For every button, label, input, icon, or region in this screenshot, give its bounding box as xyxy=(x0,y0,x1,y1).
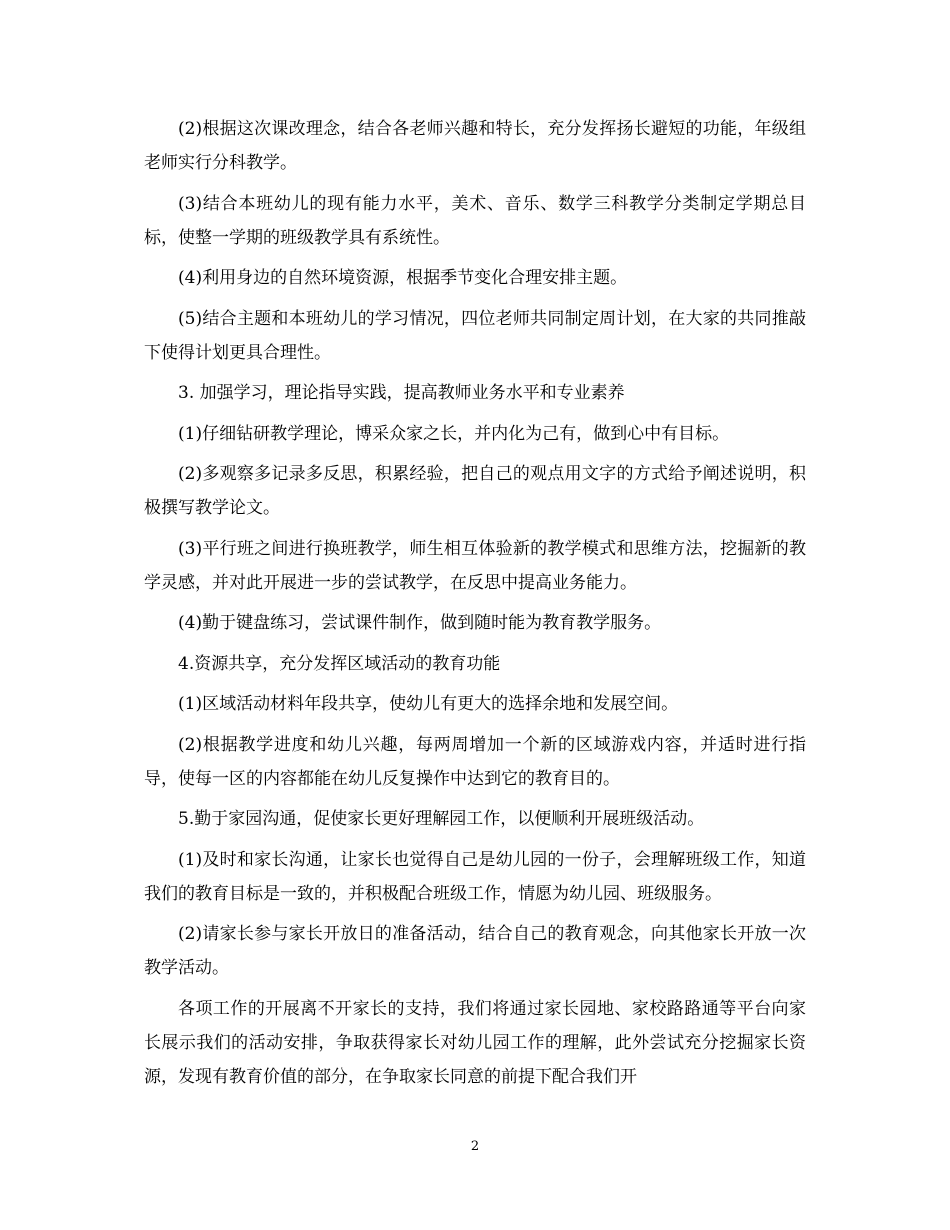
paragraph-8: (3)平行班之间进行换班教学，师生相互体验新的教学模式和思维方法，挖掘新的教学灵感，并对此开展进一步的尝试教学，在反思中提高业务能力。 xyxy=(144,538,806,593)
paragraph-11: (1)区域活动材料年段共享，使幼儿有更大的选择余地和发展空间。 xyxy=(178,694,679,714)
paragraph-16: 各项工作的开展离不开家长的支持，我们将通过家长园地、家校路路通等平台向家长展示我们的活动安排，争取获得家长对幼儿园工作的理解，此外尝试充分挖掘家长资源，发现有教育价值的部分，在争取家长同意的前提下配合我们开 xyxy=(144,998,806,1087)
section-heading-3: 3. 加强学习，理论指导实践，提高教师业务水平和专业素养 xyxy=(178,383,625,403)
paragraph-9: (4)勤于键盘练习，尝试课件制作，做到随时能为教育教学服务。 xyxy=(178,613,662,633)
page-number: 2 xyxy=(470,1139,480,1154)
paragraph-14: (1)及时和家长沟通，让家长也觉得自己是幼儿园的一份子，会理解班级工作，知道我们的教育目标是一致的，并积极配合班级工作，情愿为幼儿园、班级服务。 xyxy=(144,849,806,904)
paragraph-7: (2)多观察多记录多反思，积累经验，把自己的观点用文字的方式给予阐述说明，积极撰写教学论文。 xyxy=(144,464,806,518)
section-heading-5: 5.勤于家园沟通，促使家长更好理解园工作，以便顺利开展班级活动。 xyxy=(178,809,705,829)
paragraph-2: (3)结合本班幼儿的现有能力水平，美术、音乐、数学三科教学分类制定学期总目标，使整一学期的班级教学具有系统性。 xyxy=(144,193,806,248)
paragraph-15: (2)请家长参与家长开放日的准备活动，结合自己的教育观念，向其他家长开放一次教学活动。 xyxy=(144,924,806,978)
paragraph-6: (1)仔细钻研教学理论，博采众家之长，并内化为己有，做到心中有目标。 xyxy=(178,423,730,444)
paragraph-4: (5)结合主题和本班幼儿的学习情况，四位老师共同制定周计划，在大家的共同推敲下使得计划更具合理性。 xyxy=(144,308,806,363)
paragraph-12: (2)根据教学进度和幼儿兴趣，每两周增加一个新的区域游戏内容，并适时进行指导，使每一区的内容都能在幼儿反复操作中达到它的教育目的。 xyxy=(144,734,806,789)
paragraph-3: (4)利用身边的自然环境资源，根据季节变化合理安排主题。 xyxy=(178,268,628,288)
paragraph-1: (2)根据这次课改理念，结合各老师兴趣和特长，充分发挥扬长避短的功能，年级组老师实行分科教学。 xyxy=(144,119,806,173)
document-body xyxy=(144,112,806,1100)
section-heading-4: 4.资源共享，充分发挥区域活动的教育功能 xyxy=(178,653,501,674)
